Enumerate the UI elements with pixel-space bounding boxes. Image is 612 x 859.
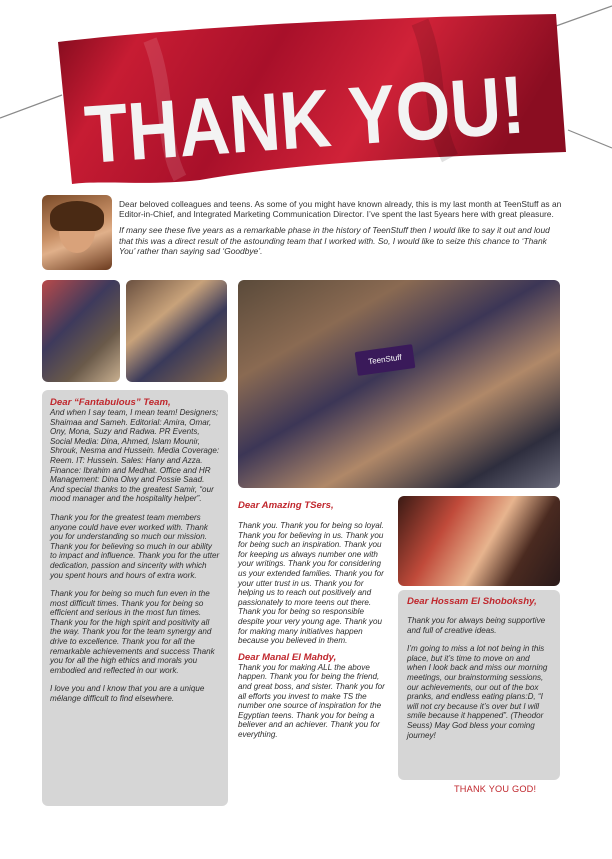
signoff: THANK YOU GOD! bbox=[454, 784, 537, 794]
hossam-paragraph-2: I’m going to miss a lot not being in this place, but it’s time to move on and when I look back and miss our morning meetings, our brainstorming sessions, our achievements, our out of the box pranks, and endless eating plans:D, “I will not cry because it’s over but I will smile because it happened”. (Theodor Seuss) May God bless your coming journey! bbox=[407, 644, 548, 740]
team-photo-small-right bbox=[126, 280, 227, 382]
middle-column bbox=[238, 500, 390, 739]
intro-paragraph-1: Dear beloved colleagues and teens. As some of you might have known already, this is my last month at TeenStuff as an Editor-in-Chief, and Integrated Marketing Communication Director. I’ve spent the last 5years here with great pleasure. bbox=[119, 199, 562, 220]
tsers-paragraph: Thank you. Thank you for being so loyal. Thank you for believing in us. Thank you for being such an inspiration. Thank you for keeping us always number one with your writings. Thank you for considering us your extended families. Thank you for your utter trust in us. Thank you for helping us to reach out positively and passionately to more teens out there. Thank you for being so responsible despite your very young age. Thank you for making many initiatives happen because you believed in them. bbox=[238, 521, 384, 646]
team-group-photo bbox=[238, 280, 560, 488]
hossam-paragraph-1: Thank you for always being supportive and full of creative ideas. bbox=[407, 616, 546, 635]
hossam-heading: Dear Hossam El Shobokshy, bbox=[407, 596, 537, 607]
team-paragraph-1: And when I say team, I mean team! Designers; Shaimaa and Sameh. Editorial: Amira, Omar, Ony, Mona, Suzy and Radwa. PR Events, Social Media: Dina, Ahmed, Islam Mounir, Shrouk, Nesma and Hussein. Media Coverage: Reem. IT: Hussein. Sales: Hany and Azza. Finance: Ibrahim and Medhat. Office and HR Management: Dina Olwy and Possie Saad. And special thanks to the greatest Samir, “our mood manager and the hospitality helper”. bbox=[50, 408, 220, 504]
author-portrait bbox=[42, 195, 112, 270]
teenstuff-sign: TeenStuff bbox=[355, 344, 416, 376]
team-photo-small-left bbox=[42, 280, 120, 382]
banner-string-left bbox=[0, 95, 62, 118]
intro-paragraph-2: If many see these five years as a remarkable phase in the history of TeenStuff then I would like to say it out and loud that this was a direct result of the astounding team that I worked with. So, I would like to seize this chance to ‘Thank You’ rather than saying sad ‘Goodbye’. bbox=[119, 225, 550, 256]
intro-text bbox=[119, 199, 564, 262]
banner-string-right bbox=[556, 6, 612, 26]
tsers-heading: Dear Amazing TSers, bbox=[238, 500, 334, 511]
team-heading: Dear “Fantabulous” Team, bbox=[50, 397, 171, 408]
team-panel bbox=[42, 390, 228, 806]
hossam-panel bbox=[398, 590, 560, 780]
thank-you-banner bbox=[0, 0, 612, 190]
team-paragraph-3: Thank you for being so much fun even in the most difficult times. Thank you for being so efficient and serious in the most fun times. Thank you for the high spirit and positivity all the way. Thank you for the team synergy and drive to excellence. Thank you for all the remarkable achievements and success Thank you for all the high ethics and morals you embodied and reflected in our work. bbox=[50, 589, 215, 675]
team-paragraph-4: I love you and I know that you are a unique mélange difficult to find elsewhere. bbox=[50, 684, 205, 704]
team-paragraph-2: Thank you for the greatest team members anyone could have ever worked with. Thank you for understanding so much our mission. Thank you for believing so much in our ability to impact and influence. Thank you for the utter dedication, passion and sincerity with which you spent hours and hours of extra work. bbox=[50, 512, 220, 580]
banner-title: THANK YOU! bbox=[82, 54, 601, 181]
colleagues-photo bbox=[398, 496, 560, 586]
manal-paragraph: Thank you for making ALL the above happen. Thank you for being the friend, and great boss, and sister. Thank you for all efforts you invest to make TS the number one source of inspiration for the Egyptian teens. Thank you for being a believer and an achiever. Thank you for everything. bbox=[238, 662, 385, 739]
manal-heading: Dear Manal El Mahdy, bbox=[238, 651, 337, 663]
